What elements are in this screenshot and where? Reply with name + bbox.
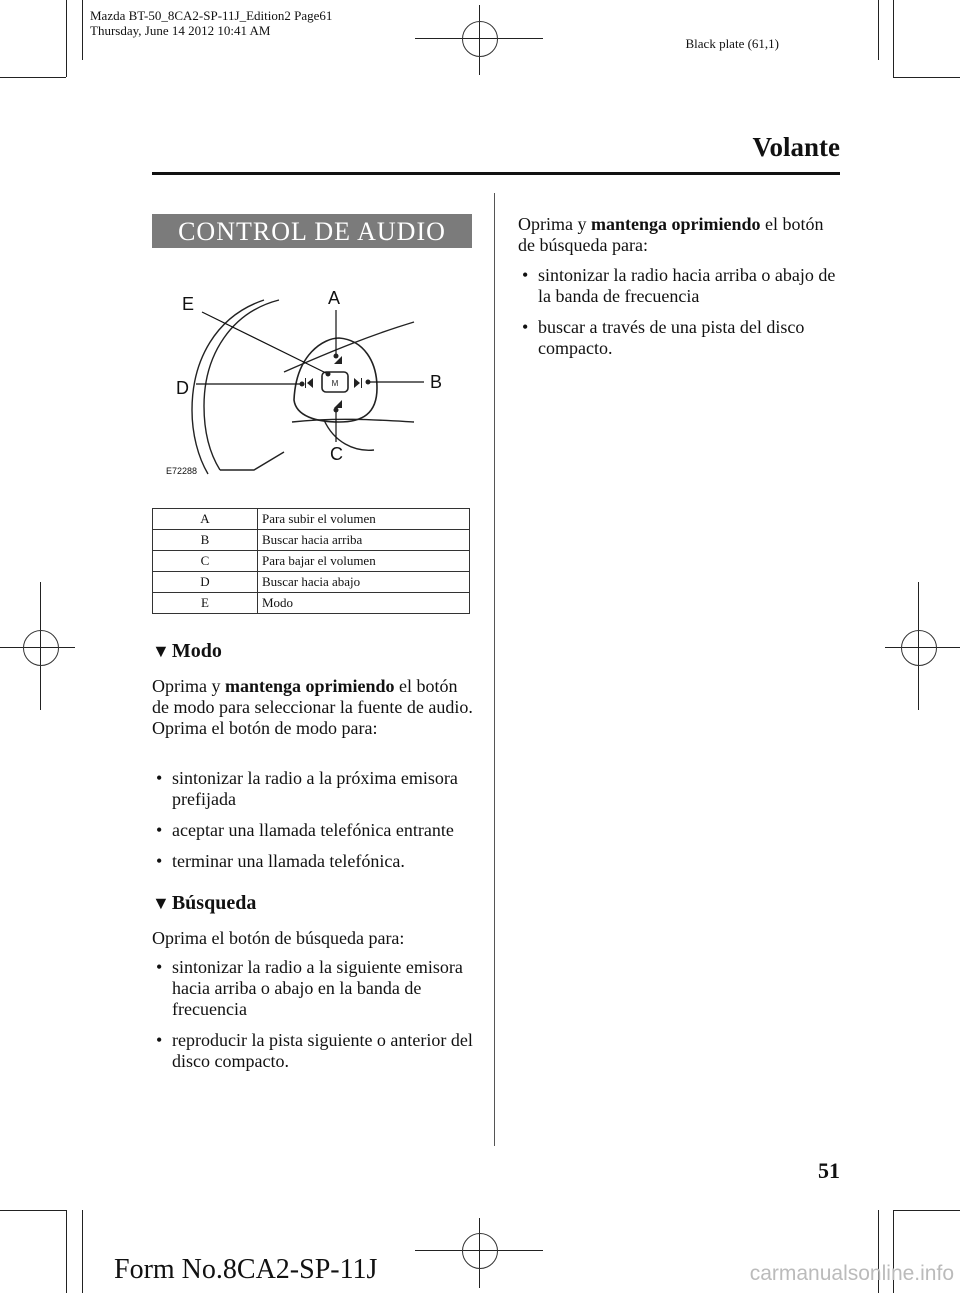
page-header-title: Volante: [752, 132, 840, 162]
seek-up-icon: [354, 378, 362, 388]
figure-label-b: B: [430, 372, 443, 392]
legend-key: B: [153, 530, 258, 551]
section-heading-modo: [152, 640, 222, 663]
crop-mark: [82, 1210, 83, 1293]
right-p1-post: el botón de búsqueda para:: [518, 214, 824, 255]
modo-paragraph: [152, 676, 476, 739]
crop-mark: [893, 1210, 960, 1211]
table-row: [153, 572, 470, 593]
crop-mark: [66, 1210, 67, 1293]
registration-mark-icon: [462, 21, 498, 57]
modo-p1-bold: mantenga oprimiendo: [224, 676, 395, 696]
legend-key: D: [153, 572, 258, 593]
list-item: • terminar una llamada telefónica.: [152, 851, 476, 872]
figure-label-e: E: [182, 294, 195, 314]
print-info-line2: Thursday, June 14 2012 10:41 AM: [90, 23, 271, 38]
legend-desc: Para subir el volumen: [258, 509, 470, 530]
table-row: [153, 593, 470, 614]
triangle-down-icon: ▼: [152, 893, 170, 913]
crop-mark: [0, 1210, 66, 1211]
volume-down-icon: [334, 400, 342, 408]
crop-mark: [82, 0, 83, 60]
registration-mark-icon: [462, 1233, 498, 1269]
modo-p1-post: el botón de modo para seleccionar la fuente de audio.: [152, 676, 473, 717]
legend-table: [152, 508, 470, 614]
crop-mark: [878, 0, 879, 60]
list-item: • sintonizar la radio a la siguiente emisora hacia arriba o abajo en la banda de frecuencia: [152, 957, 476, 1020]
figure-code: E72288: [166, 466, 198, 476]
figure-label-c: C: [330, 444, 343, 464]
figure-label-a: A: [328, 288, 341, 308]
black-plate-label: Black plate (61,1): [685, 36, 779, 51]
crop-mark: [893, 77, 960, 78]
modo-p1-pre: Oprima y: [152, 676, 225, 696]
print-info-line1: Mazda BT-50_8CA2-SP-11J_Edition2 Page61: [90, 8, 333, 23]
crop-mark: [0, 77, 66, 78]
footer-watermark: carmanualsonline.info: [749, 1262, 954, 1285]
header-rule: [152, 172, 840, 175]
modo-bullet-list: [152, 768, 476, 882]
section-heading-busqueda: [152, 892, 256, 915]
crop-mark: [893, 0, 894, 77]
crop-mark: [66, 0, 67, 77]
mode-button-m-label: M: [331, 379, 339, 388]
right-column-paragraph: [518, 214, 844, 256]
legend-desc: Buscar hacia abajo: [258, 572, 470, 593]
section-banner: CONTROL DE AUDIO: [152, 214, 472, 248]
section-heading-modo-text: Modo: [171, 640, 222, 662]
footer-form-number: Form No.8CA2-SP-11J: [114, 1254, 378, 1285]
column-divider: [494, 193, 495, 1146]
legend-key: C: [153, 551, 258, 572]
table-row: [153, 509, 470, 530]
list-item: • buscar a través de una pista del disco compacto.: [518, 317, 844, 359]
page-number: 51: [818, 1158, 840, 1183]
registration-mark-icon: [901, 630, 937, 666]
list-item: • reproducir la pista siguiente o anterior del disco compacto.: [152, 1030, 476, 1072]
table-row: [153, 551, 470, 572]
legend-desc: Buscar hacia arriba: [258, 530, 470, 551]
legend-desc: Modo: [258, 593, 470, 614]
busqueda-paragraph: Oprima el botón de búsqueda para:: [152, 928, 405, 948]
section-heading-busqueda-text: Búsqueda: [171, 892, 257, 914]
right-column-bullet-list: [518, 265, 844, 369]
table-row: [153, 530, 470, 551]
print-info: [90, 8, 332, 38]
legend-key: E: [153, 593, 258, 614]
list-item: • sintonizar la radio hacia arriba o abajo de la banda de frecuencia: [518, 265, 844, 307]
triangle-down-icon: ▼: [152, 641, 170, 661]
right-p1-pre: Oprima y: [518, 214, 591, 234]
seek-down-icon: [305, 378, 313, 388]
steering-wheel-audio-control-figure: [166, 282, 474, 482]
busqueda-bullet-list: [152, 957, 476, 1082]
right-p1-bold: mantenga oprimiendo: [590, 214, 761, 234]
legend-key: A: [153, 509, 258, 530]
list-item: • sintonizar la radio a la próxima emisora prefijada: [152, 768, 476, 810]
figure-label-d: D: [176, 378, 189, 398]
registration-mark-icon: [23, 630, 59, 666]
list-item: • aceptar una llamada telefónica entrante: [152, 820, 476, 841]
modo-p2: Oprima el botón de modo para:: [152, 718, 378, 738]
legend-desc: Para bajar el volumen: [258, 551, 470, 572]
